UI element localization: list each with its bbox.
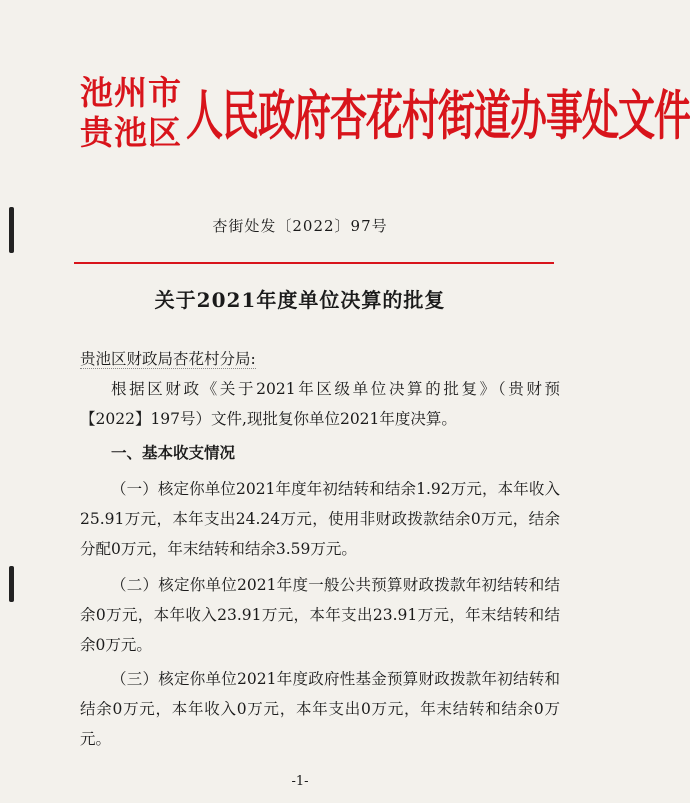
addressee bbox=[80, 344, 560, 374]
document-number: 杏街处发〔2022〕97号 bbox=[212, 217, 388, 235]
binding-mark bbox=[9, 566, 14, 602]
addressee-text: 贵池区财政局杏花村分局: bbox=[80, 350, 256, 368]
item-paragraph-3: （三）核定你单位2021年度政府性基金预算财政拨款年初结转和结余0万元，本年收入0万元，本年支出0万元，年末结转和结余0万元。 bbox=[80, 670, 560, 748]
section-heading: 一、基本收支情况 bbox=[111, 443, 236, 462]
intro-paragraph: 根据区财政《关于2021年区级单位决算的批复》（贵财预【2022】197号）文件,现批复你单位2021年度决算。 bbox=[80, 380, 560, 428]
item-paragraph-1: （一）核定你单位2021年度年初结转和结余1.92万元，本年收入25.91万元，本年支出24.24万元，使用非财政拨款结余0万元，结余分配0万元，年末结转和结余3.59万元。 bbox=[80, 480, 560, 558]
item-paragraph-2: （二）核定你单位2021年度一般公共预算财政拨款年初结转和结余0万元，本年收入23.91万元，本年支出23.91万元，年末结转和结余0万元。 bbox=[80, 576, 560, 654]
document-title: 关于2021年度单位决算的批复 bbox=[154, 288, 446, 312]
header-city-line2: 贵池区 bbox=[80, 113, 182, 152]
header-office-name: 人民政府杏花村街道办事处文件 bbox=[186, 83, 690, 147]
header-city-line1: 池州市 bbox=[80, 73, 182, 112]
red-divider bbox=[74, 262, 554, 264]
page-number: -1- bbox=[291, 774, 309, 789]
